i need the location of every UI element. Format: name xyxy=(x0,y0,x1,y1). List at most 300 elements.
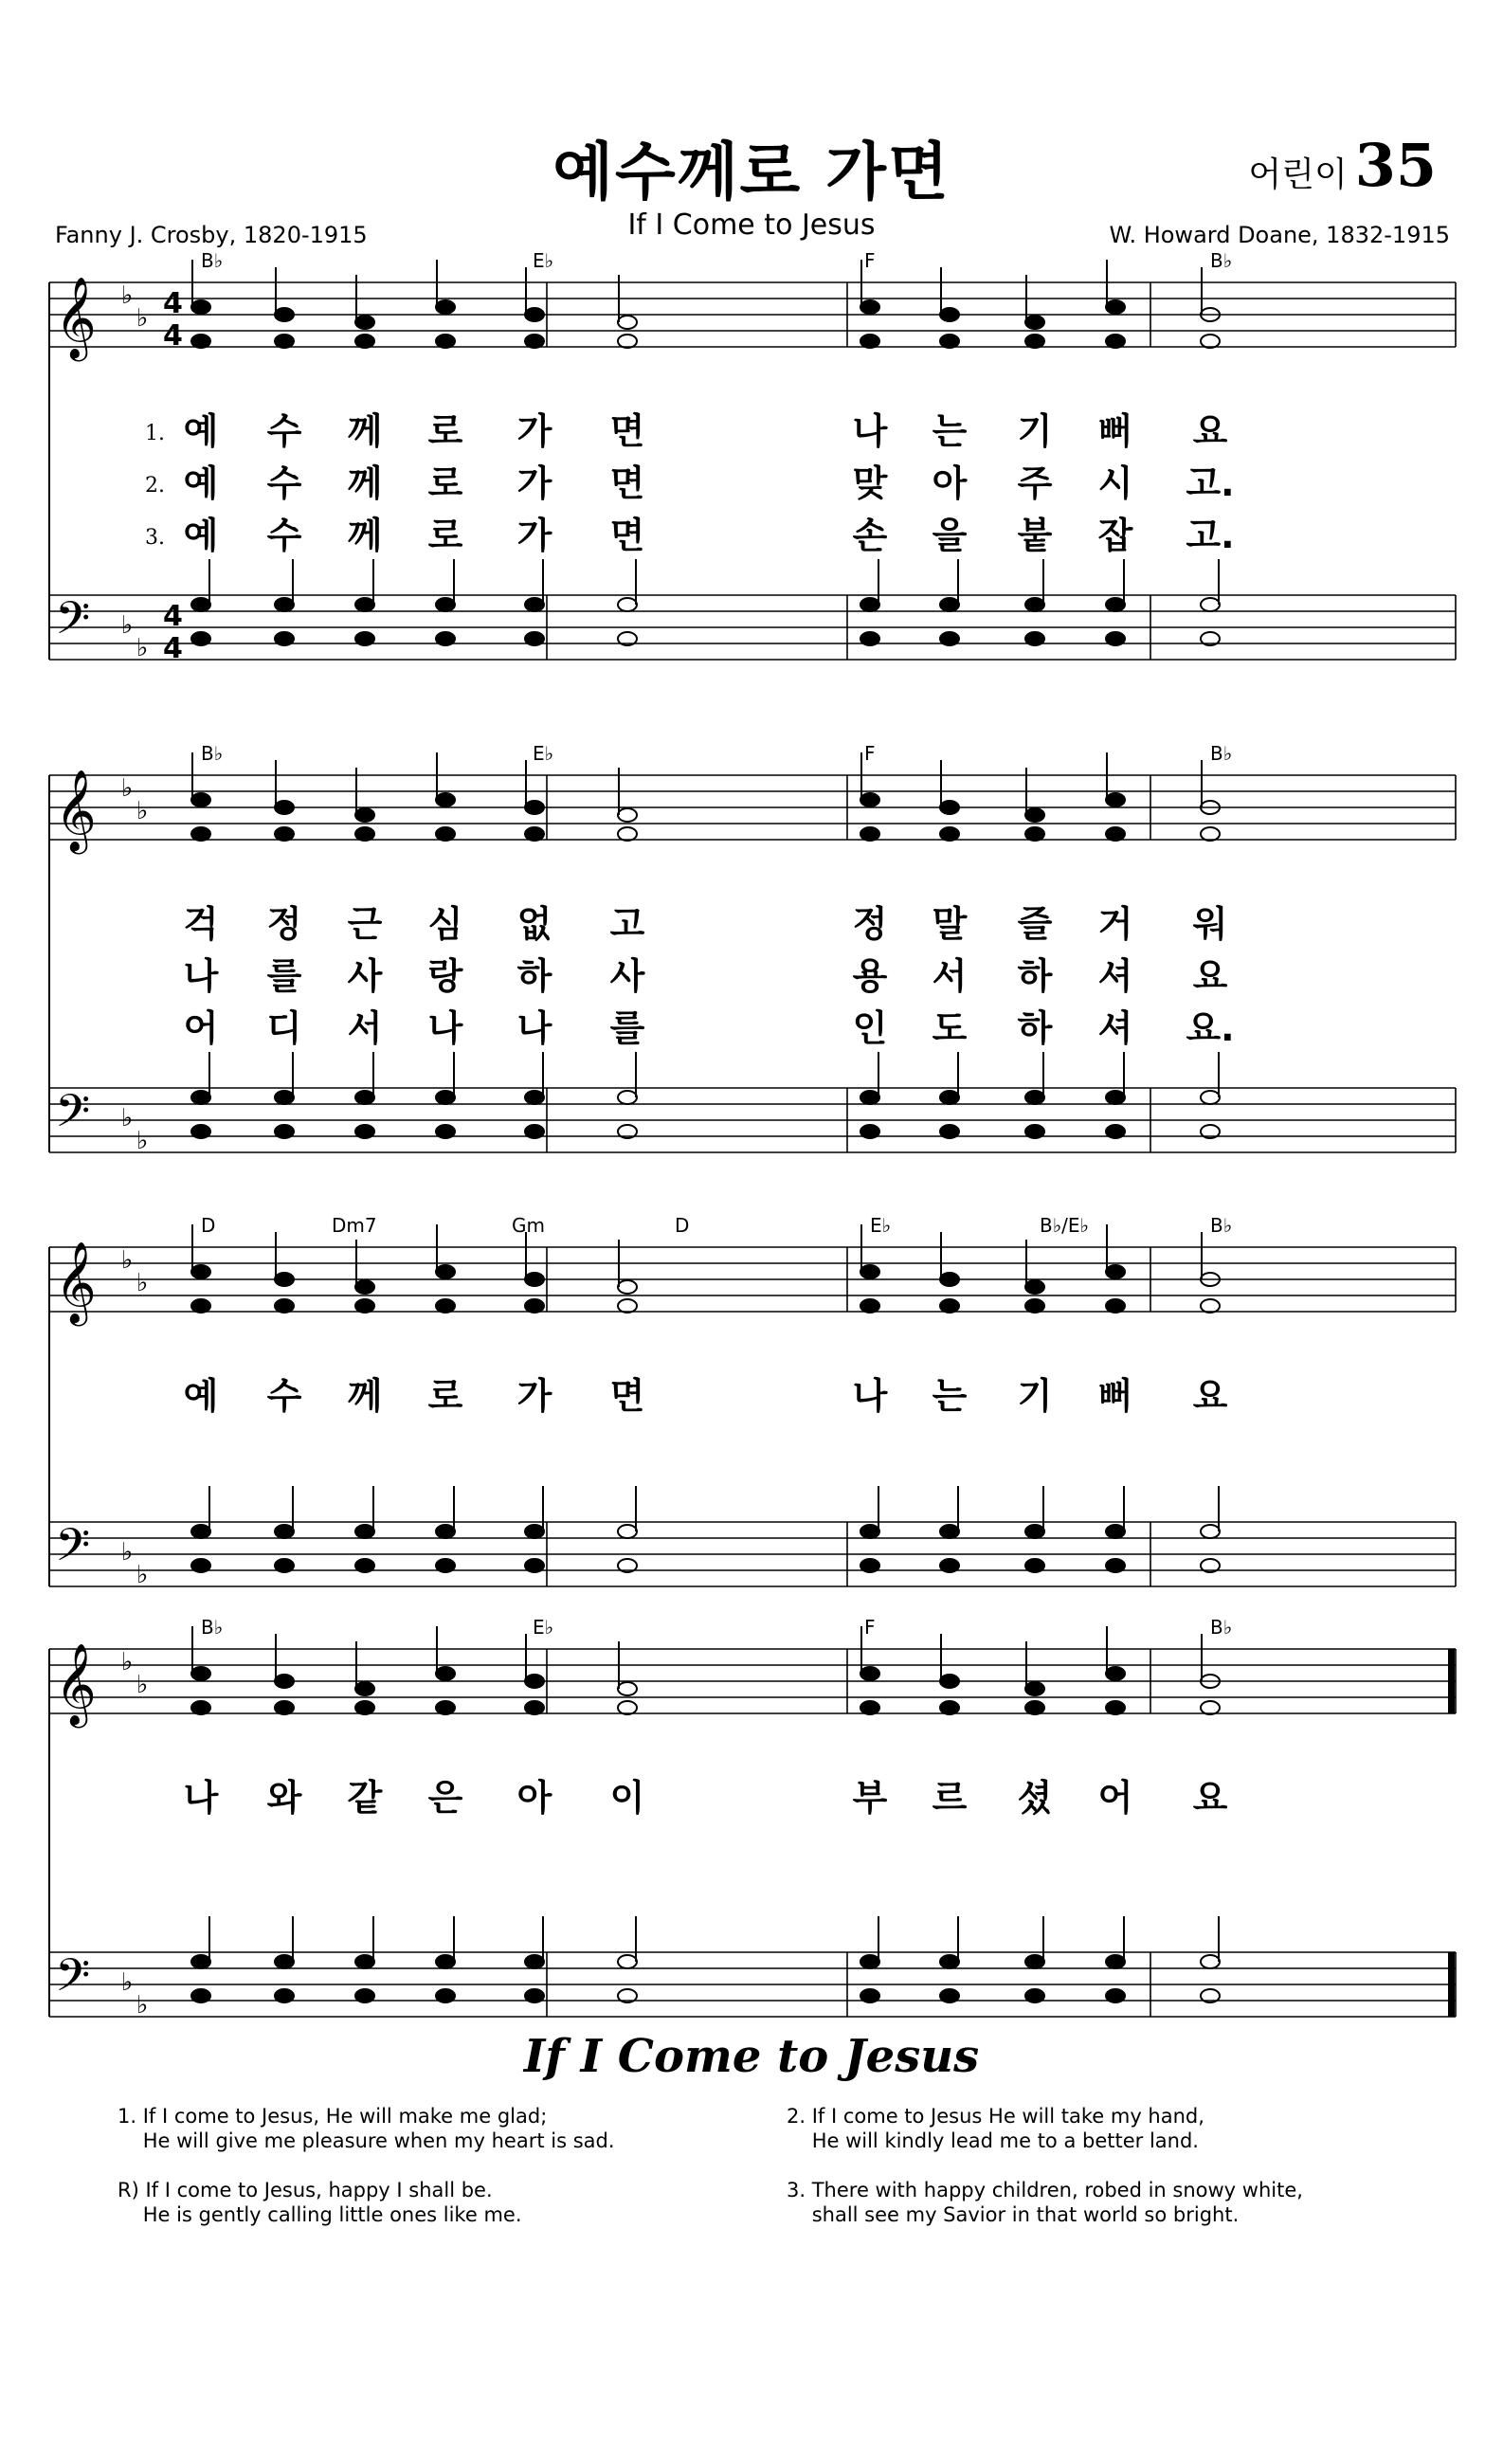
lyric-syllable: 셨 xyxy=(1017,1777,1053,1819)
bass-note xyxy=(436,632,455,645)
bass-note xyxy=(191,1525,210,1538)
lyric-syllable: 르 xyxy=(932,1777,968,1819)
chord-symbol: Gm xyxy=(512,1214,545,1237)
flat-sign-icon: ♭ xyxy=(136,1269,149,1297)
treble-note xyxy=(525,801,544,814)
lyric-syllable: 나 xyxy=(516,1007,552,1049)
treble-note xyxy=(436,1667,455,1680)
lyric-syllable: 근 xyxy=(347,903,383,945)
lyric-syllable: 잡 xyxy=(1097,515,1133,556)
lyric-syllable: 면 xyxy=(609,515,645,556)
chord-symbol: D xyxy=(675,1214,690,1237)
bass-note xyxy=(860,1989,879,2002)
treble-note xyxy=(1025,1701,1044,1714)
lyric-syllable: 를 xyxy=(266,955,302,997)
treble-note xyxy=(191,1701,210,1714)
treble-note xyxy=(1106,335,1125,348)
bass-note xyxy=(191,1559,210,1572)
lyric-syllable: 요. xyxy=(1186,1007,1235,1049)
lyric-syllable: 맞 xyxy=(852,462,888,504)
bass-note xyxy=(1025,632,1044,645)
treble-note xyxy=(355,808,374,822)
lyric-syllable: 수 xyxy=(266,1375,302,1417)
lyric-syllable: 요 xyxy=(1192,410,1228,452)
time-signature: 4 xyxy=(163,287,183,320)
lyric-syllable: 용 xyxy=(852,955,888,997)
bass-note xyxy=(940,1525,959,1538)
lyric-syllable: 수 xyxy=(266,515,302,556)
treble-note xyxy=(940,1299,959,1313)
treble-clef-icon: 𝄞 xyxy=(55,770,97,851)
time-signature: 4 xyxy=(163,600,183,633)
bass-note xyxy=(275,1091,294,1104)
bass-note xyxy=(525,1989,544,2002)
chord-symbol: F xyxy=(864,742,876,765)
lyric-syllable: 가 xyxy=(516,462,552,504)
hymn-number-value: 35 xyxy=(1354,131,1437,200)
treble-note xyxy=(275,308,294,321)
bass-note xyxy=(940,1989,959,2002)
bass-note xyxy=(436,1955,455,1968)
bass-note xyxy=(355,1989,374,2002)
lyric-syllable: 걱 xyxy=(183,903,219,945)
treble-note xyxy=(1201,1701,1220,1714)
bass-note xyxy=(618,1525,637,1538)
flat-sign-icon: ♭ xyxy=(121,1648,134,1676)
chord-symbol: B♭ xyxy=(1210,742,1233,765)
treble-clef-icon: 𝄞 xyxy=(55,1643,97,1725)
lyric-syllable: 정 xyxy=(266,903,302,945)
bass-note xyxy=(275,1955,294,1968)
bass-note xyxy=(191,1125,210,1138)
chord-symbol: E♭ xyxy=(533,1616,554,1639)
lyric-syllable: 이 xyxy=(609,1777,645,1819)
lyric-syllable: 요 xyxy=(1192,1777,1228,1819)
bass-note xyxy=(1025,1559,1044,1572)
treble-note xyxy=(1106,300,1125,314)
treble-note xyxy=(355,827,374,841)
bass-note xyxy=(525,1955,544,1968)
lyric-syllable: 정 xyxy=(852,903,888,945)
flat-sign-icon: ♭ xyxy=(121,611,134,640)
bass-note xyxy=(275,1559,294,1572)
flat-sign-icon: ♭ xyxy=(121,1968,134,1997)
bass-note xyxy=(860,1955,879,1968)
lyric-syllable: 을 xyxy=(932,515,968,556)
bass-note xyxy=(940,598,959,611)
treble-note xyxy=(860,827,879,841)
treble-note xyxy=(1201,1299,1220,1313)
treble-note xyxy=(275,801,294,814)
lyric-syllable: 고. xyxy=(1186,515,1235,556)
treble-note xyxy=(1201,335,1220,348)
treble-note xyxy=(436,1299,455,1313)
flat-sign-icon: ♭ xyxy=(121,1246,134,1275)
bass-note xyxy=(525,1559,544,1572)
bass-note xyxy=(436,1559,455,1572)
bass-note xyxy=(436,598,455,611)
treble-note xyxy=(275,827,294,841)
bass-note xyxy=(525,1091,544,1104)
composer-credit: W. Howard Doane, 1832-1915 xyxy=(1109,222,1450,248)
bass-note xyxy=(191,1091,210,1104)
treble-note xyxy=(275,1675,294,1688)
bass-note xyxy=(1106,1125,1125,1138)
bass-note xyxy=(525,1125,544,1138)
flat-sign-icon: ♭ xyxy=(136,1671,149,1699)
bass-note xyxy=(1106,632,1125,645)
treble-note xyxy=(191,827,210,841)
bass-note xyxy=(860,632,879,645)
bass-note xyxy=(355,1091,374,1104)
lyric-syllable: 기 xyxy=(1017,410,1053,452)
bass-note xyxy=(436,1091,455,1104)
lyric-syllable: 고. xyxy=(1186,462,1235,504)
bass-note xyxy=(1201,1091,1220,1104)
flat-sign-icon: ♭ xyxy=(136,634,149,662)
lyric-syllable: 어 xyxy=(183,1007,219,1049)
bass-note xyxy=(1025,1125,1044,1138)
lyric-syllable: 예 xyxy=(183,515,219,556)
lyric-syllable: 나 xyxy=(852,1375,888,1417)
treble-note xyxy=(1201,827,1220,841)
bass-note xyxy=(940,632,959,645)
treble-note xyxy=(436,1265,455,1278)
lyric-syllable: 로 xyxy=(427,462,463,504)
treble-note xyxy=(191,1299,210,1313)
bass-note xyxy=(355,1559,374,1572)
treble-note xyxy=(1025,1280,1044,1294)
flat-sign-icon: ♭ xyxy=(121,774,134,803)
bass-note xyxy=(860,1525,879,1538)
bass-note xyxy=(940,1091,959,1104)
bass-note xyxy=(275,1525,294,1538)
lyric-syllable: 시 xyxy=(1097,462,1133,504)
flat-sign-icon: ♭ xyxy=(121,1104,134,1132)
treble-note xyxy=(275,335,294,348)
chord-symbol: E♭ xyxy=(533,249,554,272)
lyric-syllable: 서 xyxy=(347,1007,383,1049)
treble-note xyxy=(618,827,637,841)
time-signature: 4 xyxy=(163,319,183,353)
bass-note xyxy=(940,1125,959,1138)
bass-note xyxy=(1106,1559,1125,1572)
lyric-syllable: 요 xyxy=(1192,1375,1228,1417)
lyric-syllable: 워 xyxy=(1192,903,1228,945)
bass-note xyxy=(355,1125,374,1138)
bass-note xyxy=(275,1989,294,2002)
bass-note xyxy=(1106,1525,1125,1538)
bass-note xyxy=(1106,1091,1125,1104)
lyric-syllable: 사 xyxy=(347,955,383,997)
bass-note xyxy=(1201,598,1220,611)
lyric-syllable: 께 xyxy=(347,515,383,556)
treble-note xyxy=(436,827,455,841)
music-score xyxy=(49,249,1461,2020)
treble-note xyxy=(860,1667,879,1680)
treble-note xyxy=(860,1299,879,1313)
english-verse-1: 1. If I come to Jesus, He will make me glad; He will give me pleasure when my heart is sad. xyxy=(118,2105,615,2152)
flat-sign-icon: ♭ xyxy=(121,281,134,310)
chord-symbol: B♭ xyxy=(201,742,224,765)
treble-note xyxy=(1025,1682,1044,1695)
lyric-syllable: 예 xyxy=(183,462,219,504)
english-refrain: R) If I come to Jesus, happy I shall be. He is gently calling little ones like me. xyxy=(118,2179,522,2226)
english-title: If I Come to Jesus xyxy=(523,2030,980,2083)
chord-symbol: B♭ xyxy=(201,1616,224,1639)
lyric-syllable: 도 xyxy=(932,1007,968,1049)
treble-note xyxy=(618,1682,637,1695)
lyric-syllable: 가 xyxy=(516,1375,552,1417)
bass-note xyxy=(275,598,294,611)
lyric-syllable: 아 xyxy=(516,1777,552,1819)
treble-note xyxy=(940,1273,959,1286)
lyric-syllable: 하 xyxy=(516,955,552,997)
bass-note xyxy=(525,598,544,611)
bass-clef-icon: 𝄢 xyxy=(55,1948,91,2013)
flat-sign-icon: ♭ xyxy=(136,1561,149,1589)
bass-note xyxy=(355,1955,374,1968)
lyric-syllable: 고 xyxy=(609,903,645,945)
lyric-syllable: 요 xyxy=(1192,955,1228,997)
treble-note xyxy=(618,1299,637,1313)
lyric-syllable: 로 xyxy=(427,515,463,556)
bass-clef-icon: 𝄢 xyxy=(55,1084,91,1149)
treble-note xyxy=(275,1273,294,1286)
bass-note xyxy=(1106,598,1125,611)
lyric-syllable: 나 xyxy=(852,410,888,452)
bass-note xyxy=(436,1989,455,2002)
treble-note xyxy=(355,335,374,348)
treble-note xyxy=(355,1299,374,1313)
chord-symbol: B♭ xyxy=(201,249,224,272)
treble-note xyxy=(618,335,637,348)
treble-note xyxy=(525,1299,544,1313)
bass-note xyxy=(940,1955,959,1968)
lyric-syllable: 붙 xyxy=(1017,515,1053,556)
bass-clef-icon: 𝄢 xyxy=(55,591,91,656)
lyric-syllable: 나 xyxy=(427,1007,463,1049)
bass-note xyxy=(1106,1955,1125,1968)
treble-note xyxy=(940,335,959,348)
bass-note xyxy=(618,1091,637,1104)
verse-number: 2. xyxy=(145,474,165,498)
bass-note xyxy=(860,1091,879,1104)
chord-symbol: E♭ xyxy=(533,742,554,765)
lyric-syllable: 수 xyxy=(266,462,302,504)
flat-sign-icon: ♭ xyxy=(136,1991,149,2020)
treble-clef-icon: 𝄞 xyxy=(55,277,97,358)
treble-note xyxy=(940,1675,959,1688)
chord-symbol: F xyxy=(864,249,876,272)
lyric-syllable: 뻐 xyxy=(1097,1375,1133,1417)
final-barline xyxy=(1448,1952,1455,2017)
lyric-syllable: 가 xyxy=(516,515,552,556)
lyric-syllable: 수 xyxy=(266,410,302,452)
treble-note xyxy=(191,335,210,348)
lyric-syllable: 셔 xyxy=(1097,955,1133,997)
treble-note xyxy=(436,793,455,806)
lyric-syllable: 나 xyxy=(183,1777,219,1819)
bass-note xyxy=(191,1955,210,1968)
treble-note xyxy=(1106,1265,1125,1278)
treble-note xyxy=(191,1265,210,1278)
bass-note xyxy=(1025,1955,1044,1968)
treble-note xyxy=(436,335,455,348)
bass-note xyxy=(355,598,374,611)
lyric-syllable: 하 xyxy=(1017,955,1053,997)
treble-note xyxy=(275,1701,294,1714)
treble-note xyxy=(525,335,544,348)
treble-note xyxy=(860,1265,879,1278)
lyric-syllable: 손 xyxy=(852,515,888,556)
lyric-syllable: 랑 xyxy=(427,955,463,997)
treble-note xyxy=(940,827,959,841)
treble-note xyxy=(618,1280,637,1294)
treble-note xyxy=(355,1701,374,1714)
lyric-syllable: 사 xyxy=(609,955,645,997)
lyric-syllable: 부 xyxy=(852,1777,888,1819)
lyric-syllable: 를 xyxy=(609,1007,645,1049)
lyric-syllable: 은 xyxy=(427,1777,463,1819)
treble-note xyxy=(525,308,544,321)
lyric-syllable: 주 xyxy=(1017,462,1053,504)
bass-note xyxy=(618,1955,637,1968)
lyric-syllable: 면 xyxy=(609,410,645,452)
chord-symbol: D xyxy=(201,1214,216,1237)
lyric-syllable: 즐 xyxy=(1017,903,1053,945)
treble-note xyxy=(940,801,959,814)
lyric-syllable: 는 xyxy=(932,1375,968,1417)
lyric-syllable: 디 xyxy=(266,1007,302,1049)
treble-note xyxy=(191,1667,210,1680)
bass-note xyxy=(1106,1989,1125,2002)
english-verse-2: 2. If I come to Jesus He will take my hand, He will kindly lead me to a better land. xyxy=(787,2105,1204,2152)
treble-note xyxy=(1106,793,1125,806)
bass-note xyxy=(1025,1989,1044,2002)
lyric-syllable: 말 xyxy=(932,903,968,945)
bass-clef-icon: 𝄢 xyxy=(55,1518,91,1583)
chord-symbol: E♭ xyxy=(870,1214,892,1237)
treble-note xyxy=(1106,827,1125,841)
bass-note xyxy=(1025,1525,1044,1538)
lyric-syllable: 기 xyxy=(1017,1375,1053,1417)
time-signature: 4 xyxy=(163,632,183,665)
treble-note xyxy=(1025,316,1044,329)
lyric-syllable: 께 xyxy=(347,410,383,452)
chord-symbol: Dm7 xyxy=(332,1214,377,1237)
bass-note xyxy=(1025,1091,1044,1104)
chord-symbol: F xyxy=(864,1616,876,1639)
treble-note xyxy=(860,1701,879,1714)
lyric-syllable: 심 xyxy=(427,903,463,945)
lyric-syllable: 면 xyxy=(609,1375,645,1417)
treble-note xyxy=(1025,1299,1044,1313)
lyricist-credit: Fanny J. Crosby, 1820-1915 xyxy=(55,222,368,248)
treble-note xyxy=(618,316,637,329)
lyric-syllable: 셔 xyxy=(1097,1007,1133,1049)
english-verse-3: 3. There with happy children, robed in snowy white, shall see my Savior in that world so bright. xyxy=(787,2179,1303,2226)
hymn-title: 예수께로 가면 xyxy=(552,136,951,208)
bass-note xyxy=(436,1525,455,1538)
treble-note xyxy=(940,1701,959,1714)
treble-note xyxy=(525,827,544,841)
treble-note xyxy=(860,793,879,806)
chord-symbol: B♭ xyxy=(1210,249,1233,272)
flat-sign-icon: ♭ xyxy=(136,797,149,825)
treble-note xyxy=(191,300,210,314)
bass-note xyxy=(355,632,374,645)
treble-note xyxy=(940,308,959,321)
bass-note xyxy=(940,1559,959,1572)
treble-note xyxy=(1025,335,1044,348)
treble-note xyxy=(1025,808,1044,822)
lyric-syllable: 는 xyxy=(932,410,968,452)
lyric-syllable: 로 xyxy=(427,410,463,452)
bass-note xyxy=(860,1559,879,1572)
lyric-syllable: 거 xyxy=(1097,903,1133,945)
lyric-syllable: 나 xyxy=(183,955,219,997)
treble-note xyxy=(436,300,455,314)
final-barline xyxy=(1448,1649,1455,1713)
treble-note xyxy=(1106,1667,1125,1680)
bass-note xyxy=(191,632,210,645)
bass-note xyxy=(618,598,637,611)
treble-clef-icon: 𝄞 xyxy=(55,1241,97,1323)
bass-note xyxy=(355,1525,374,1538)
bass-note xyxy=(436,1125,455,1138)
lyric-syllable: 하 xyxy=(1017,1007,1053,1049)
treble-note xyxy=(860,300,879,314)
bass-note xyxy=(860,598,879,611)
chord-symbol: B♭ xyxy=(1210,1214,1233,1237)
bass-note xyxy=(525,632,544,645)
bass-note xyxy=(860,1125,879,1138)
bass-note xyxy=(1201,1955,1220,1968)
lyric-syllable: 어 xyxy=(1097,1777,1133,1819)
treble-note xyxy=(525,1701,544,1714)
bass-note xyxy=(1201,1525,1220,1538)
treble-note xyxy=(1025,827,1044,841)
treble-note xyxy=(355,1682,374,1695)
bass-note xyxy=(275,632,294,645)
lyric-syllable: 아 xyxy=(932,462,968,504)
treble-note xyxy=(1106,1299,1125,1313)
treble-note xyxy=(525,1273,544,1286)
treble-note xyxy=(525,1675,544,1688)
flat-sign-icon: ♭ xyxy=(121,1538,134,1567)
treble-note xyxy=(191,793,210,806)
treble-note xyxy=(436,1701,455,1714)
lyric-syllable: 없 xyxy=(516,903,552,945)
flat-sign-icon: ♭ xyxy=(136,304,149,333)
treble-note xyxy=(1106,1701,1125,1714)
flat-sign-icon: ♭ xyxy=(136,1127,149,1155)
treble-note xyxy=(275,1299,294,1313)
verse-number: 1. xyxy=(145,422,165,445)
treble-note xyxy=(618,808,637,822)
lyric-syllable: 같 xyxy=(347,1777,383,1819)
treble-note xyxy=(355,1280,374,1294)
lyric-syllable: 로 xyxy=(427,1375,463,1417)
lyric-syllable: 예 xyxy=(183,1375,219,1417)
lyric-syllable: 뻐 xyxy=(1097,410,1133,452)
bass-note xyxy=(525,1525,544,1538)
bass-note xyxy=(191,598,210,611)
bass-note xyxy=(1025,598,1044,611)
lyric-syllable: 예 xyxy=(183,410,219,452)
treble-note xyxy=(860,335,879,348)
